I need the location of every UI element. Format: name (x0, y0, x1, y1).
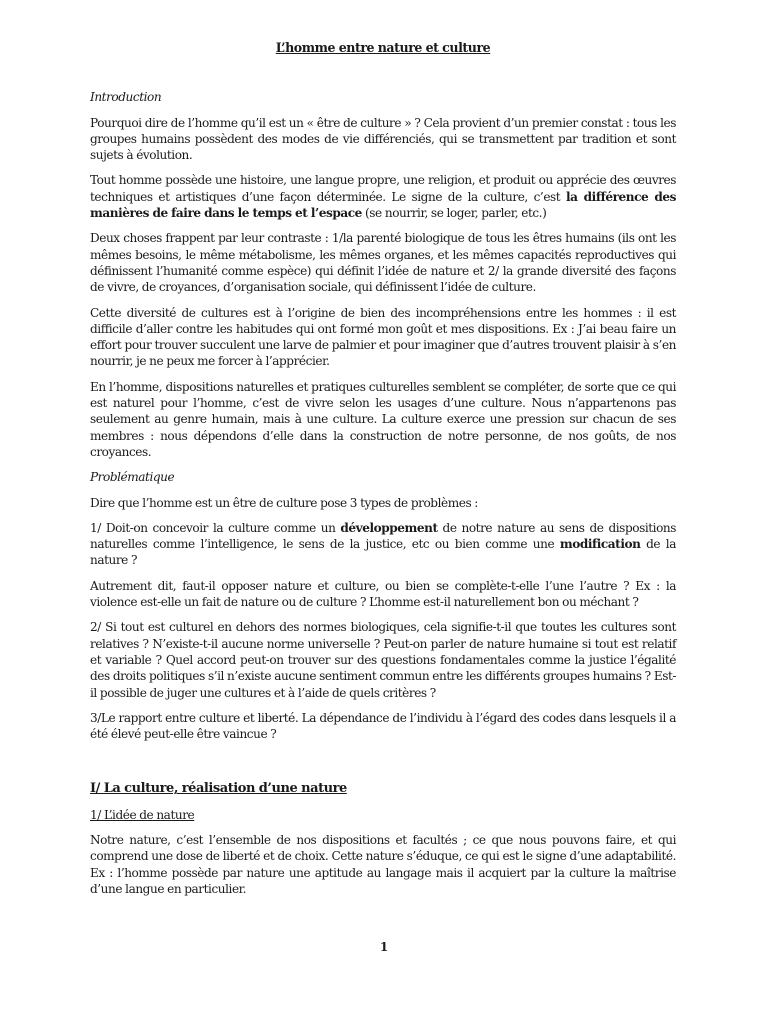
question-1-text-b: de notre nature au sens de dispositions naturelles comme l’intelligence, le sens de la justice, etc ou bien comme une (90, 520, 676, 552)
problematique-paragraph-3: Autrement dit, faut-il opposer nature et culture, ou bien se complète-t-elle l’une l’autre ? Ex : la violence est-elle un fait de nature ou de culture ? L’homme est-il naturellement bon ou méchant ? (90, 578, 676, 610)
problematique-question-1 (90, 520, 676, 569)
part-1-heading: I/ La culture, réalisation d’une nature (90, 781, 347, 797)
modification-emphasis: modification (559, 537, 641, 552)
problematique-label: Problématique (90, 470, 175, 485)
question-1-text-a: 1/ Doit-on concevoir la culture comme un (90, 520, 341, 535)
part-1-subheading: 1/ L’idée de nature (90, 807, 195, 822)
introduction-paragraph-2-examples: (se nourrir, se loger, parler, etc.) (361, 206, 547, 221)
document-page (90, 40, 676, 906)
part-1-paragraph-1: Notre nature, c’est l’ensemble de nos dispositions et facultés ; ce que nous pouvons faire, et qui comprend une dose de liberté et de choix. Cette nature s’éduque, ce qui est le signe d’une adaptabilité. Ex : l’homme possède par nature une aptitude au langage mais il acquiert par la culture la maîtrise d’une langue en particulier. (90, 832, 676, 896)
introduction-paragraph-5: En l’homme, dispositions naturelles et pratiques culturelles semblent se compléter, de sorte que ce qui est naturel pour l’homme, c’est de vivre selon les usages d’une culture. Nous n’appartenons pas seulement au genre humain, mais à une culture. La culture exerce une pression sur chacun de ses membres : nous dépendons d’elle dans la construction de notre personne, de nos goûts, de nos croyances. (90, 379, 676, 459)
introduction-paragraph-3: Deux choses frappent par leur contraste : 1/la parenté biologique de tous les êtres humains (ils ont les mêmes besoins, le même métabolisme, les mêmes organes, et les mêmes capacités reproductives qui définissent l’humanité comme espèce) qui définit l’idée de nature et 2/ la grande diversité des façons de vivre, de croyances, d’organisation sociale, qui définissent l’idée de culture. (90, 231, 676, 295)
document-title: L’homme entre nature et culture (275, 40, 491, 55)
problematique-question-3: 3/Le rapport entre culture et liberté. La dépendance de l’individu à l’égard des codes dans lesquels il a été élevé peut-elle être vaincue ? (90, 710, 676, 742)
introduction-paragraph-2-text: Tout homme possède une histoire, une langue propre, une religion, et produit ou apprécie des œuvres techniques et artistiques d’une façon déterminée. Le signe de la culture, c’est (90, 173, 676, 204)
introduction-paragraph-1: Pourquoi dire de l’homme qu’il est un « être de culture » ? Cela provient d’un premier constat : tous les groupes humains possèdent des modes de vie différenciés, qui se transmettent par tradition et sont sujets à évolution. (90, 115, 676, 163)
problematique-paragraph-1: Dire que l’homme est un être de culture pose 3 types de problèmes : (90, 495, 478, 510)
developpement-emphasis: développement (340, 520, 438, 535)
culture-definition-emphasis: la différence des manières de faire dans le temps et l’espace (90, 189, 676, 221)
question-1-text-c: de la nature ? (90, 537, 676, 568)
page-number: 1 (379, 940, 389, 954)
introduction-label: Introduction (90, 90, 162, 105)
introduction-paragraph-4: Cette diversité de cultures est à l’origine de bien des incompréhensions entre les hommes : il est difficile d’aller contre les habitudes qui ont formé mon goût et mes dispositions. Ex : J’ai beau faire un effort pour trouver succulent une larve de palmier et pour imaginer que d’autres trouvent plaisir à s’en nourrir, je ne peux me forcer à l’apprécier. (90, 305, 676, 369)
problematique-question-2: 2/ Si tout est culturel en dehors des normes biologiques, cela signifie-t-il que toutes les cultures sont relatives ? N’existe-t-il aucune norme universelle ? Peut-on parler de nature humaine si tout est relatif et variable ? Quel accord peut-on trouver sur des questions fondamentales comme la justice l’égalité des droits politiques s’il n’existe aucune sentiment commun entre les différents groupes humains ? Est-il possible de juger une cultures et à l’aide de quels critères ? (90, 620, 676, 700)
introduction-paragraph-2 (90, 172, 676, 221)
